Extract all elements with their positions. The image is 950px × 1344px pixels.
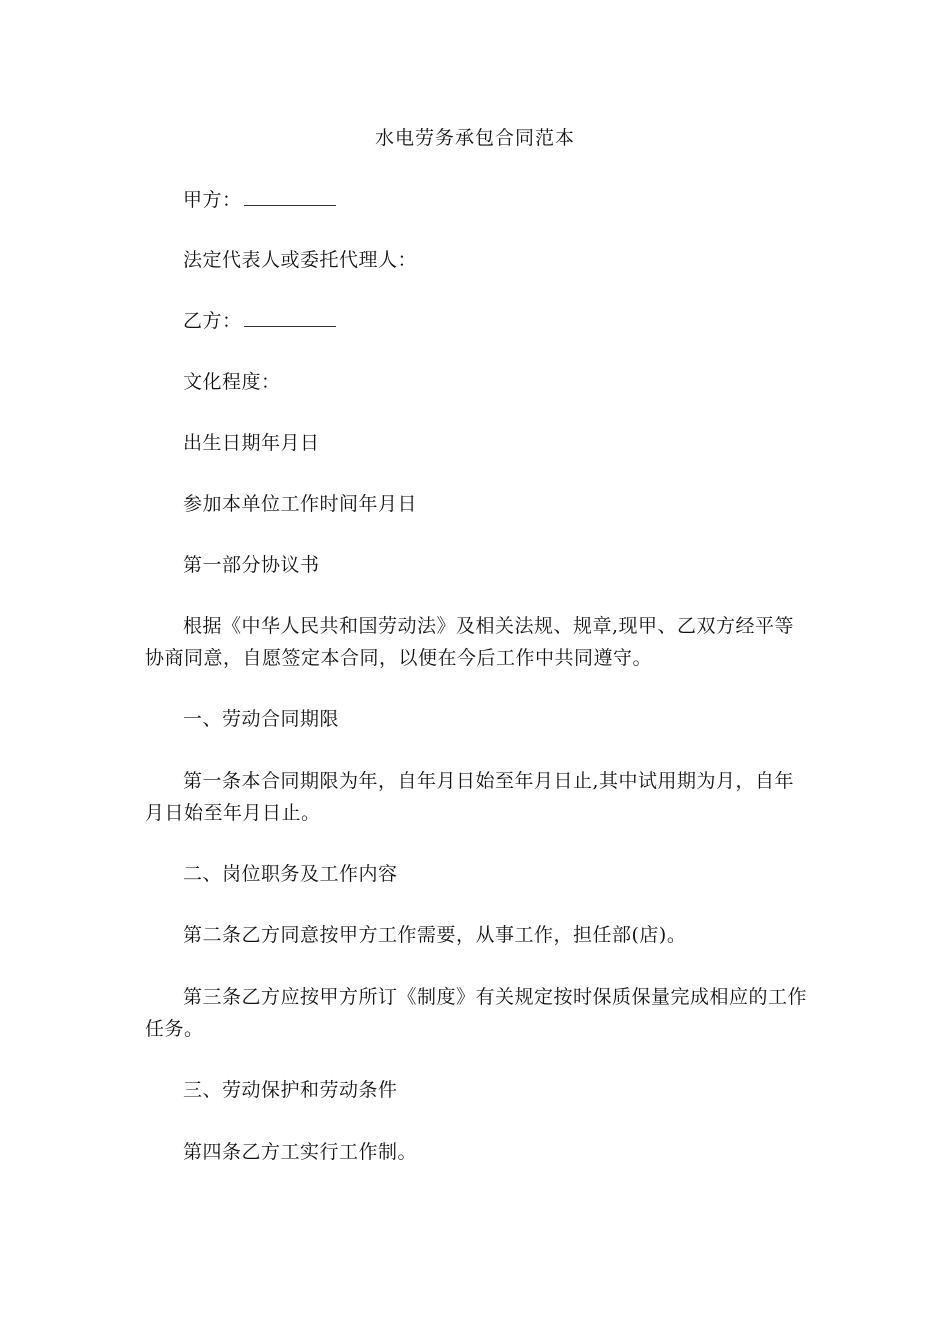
education-line: 文化程度： [183, 371, 281, 393]
join-date-line: 参加本单位工作时间年月日 [183, 493, 418, 515]
party-a-label: 甲方： [183, 189, 242, 211]
party-a-line [145, 184, 807, 216]
document-title: 水电劳务承包合同范本 [374, 127, 575, 149]
birth-date-line: 出生日期年月日 [183, 432, 320, 454]
preamble-paragraph: 根据《中华人民共和国劳动法》及相关法规、规章,现甲、乙双方经平等协商同意，自愿签定本合同，以便在今后工作中共同遵守。 [145, 615, 795, 669]
party-b-label: 乙方： [183, 310, 242, 332]
section-3-heading: 三、劳动保护和劳动条件 [183, 1079, 398, 1101]
party-a-blank [244, 187, 336, 206]
part-one-heading: 第一部分协议书 [183, 554, 320, 576]
article-2-paragraph: 第二条乙方同意按甲方工作需要，从事工作，担任部(店)。 [183, 924, 687, 946]
section-1-heading: 一、劳动合同期限 [183, 708, 340, 730]
party-b-line [145, 305, 807, 337]
party-b-blank [244, 308, 336, 327]
article-3-paragraph: 第三条乙方应按甲方所订《制度》有关规定按时保质保量完成相应的工作任务。 [145, 986, 808, 1040]
article-1-paragraph: 第一条本合同期限为年，自年月日始至年月日止,其中试用期为月，自年月日始至年月日止。 [145, 770, 795, 824]
section-2-heading: 二、岗位职务及工作内容 [183, 863, 398, 885]
legal-rep-line: 法定代表人或委托代理人： [183, 249, 418, 271]
article-4-paragraph: 第四条乙方工实行工作制。 [183, 1141, 418, 1163]
